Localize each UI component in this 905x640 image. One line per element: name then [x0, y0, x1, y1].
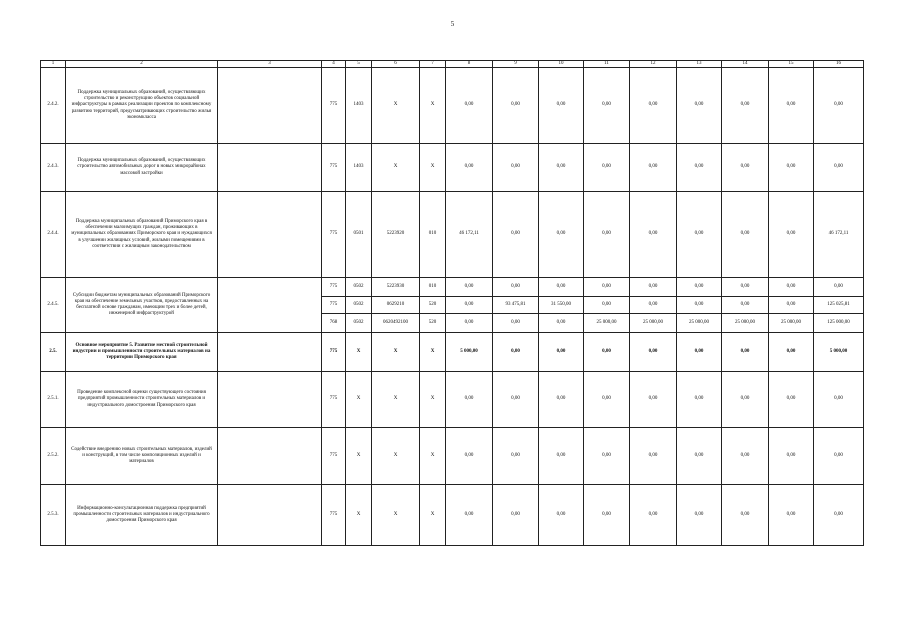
value-cell: 0,00 — [677, 192, 722, 278]
value-cell: 0,00 — [814, 485, 864, 546]
header-row — [41, 61, 864, 68]
value-cell: 0,00 — [446, 428, 493, 485]
value-cell: X — [346, 485, 372, 546]
value-cell: 0,00 — [539, 372, 584, 428]
row-empty-cell — [218, 144, 322, 192]
value-cell: 0,00 — [539, 314, 584, 333]
value-cell: 0,00 — [539, 278, 584, 297]
value-cell: X — [372, 68, 420, 144]
table-row — [41, 144, 864, 192]
table-row — [41, 372, 864, 428]
value-cell: 010 — [420, 278, 446, 297]
value-cell: 125 000,00 — [814, 314, 864, 333]
row-description-cell: Информационно-консультационная поддержка предприятий промышленности строительных материалов и индустриального домостроения Приморского края — [66, 485, 218, 546]
table-row — [41, 68, 864, 144]
value-cell: 5 000,00 — [446, 333, 493, 372]
header-cell: 11 — [584, 61, 630, 68]
value-cell: 0,00 — [493, 278, 539, 297]
value-cell: 0,00 — [493, 428, 539, 485]
value-cell: X — [372, 428, 420, 485]
header-cell: 6 — [372, 61, 420, 68]
value-cell: X — [372, 144, 420, 192]
row-description-cell: Проведение комплексной оценки существующего состояния предприятий промышленности строительных материалов и индустриального домостроения Приморского края — [66, 372, 218, 428]
value-cell: 0,00 — [539, 428, 584, 485]
row-number-cell: 2.5.1. — [41, 372, 66, 428]
value-cell: 0629210 — [372, 297, 420, 314]
value-cell: 0,00 — [630, 333, 677, 372]
value-cell: 0,00 — [769, 428, 814, 485]
row-description-cell: Поддержка муниципальных образований Приморского края в обеспечении малоимущих граждан, проживающих в муниципальных образованиях Приморского края и нуждающихся в улучшении жилищных условий, жилыми помещениями в соответствии с жилищным законодательством — [66, 192, 218, 278]
header-cell: 1 — [41, 61, 66, 68]
value-cell: 0,00 — [584, 278, 630, 297]
value-cell: 0,00 — [677, 372, 722, 428]
value-cell: 25 000,00 — [722, 314, 769, 333]
value-cell: 25 000,00 — [769, 314, 814, 333]
value-cell: 775 — [322, 297, 346, 314]
value-cell: 0,00 — [584, 372, 630, 428]
table-row — [41, 428, 864, 485]
value-cell: 775 — [322, 485, 346, 546]
header-cell: 8 — [446, 61, 493, 68]
value-cell: 768 — [322, 314, 346, 333]
value-cell: 0,00 — [722, 485, 769, 546]
value-cell: 25 000,00 — [630, 314, 677, 333]
value-cell: 0502 — [346, 278, 372, 297]
value-cell: 0,00 — [722, 428, 769, 485]
value-cell: X — [420, 68, 446, 144]
value-cell: 0,00 — [446, 144, 493, 192]
value-cell: X — [420, 333, 446, 372]
value-cell: 0,00 — [493, 485, 539, 546]
value-cell: 0,00 — [630, 192, 677, 278]
value-cell: 520 — [420, 297, 446, 314]
value-cell: 0,00 — [814, 144, 864, 192]
value-cell: 0,00 — [722, 372, 769, 428]
budget-table — [40, 60, 864, 546]
value-cell: 0,00 — [493, 68, 539, 144]
row-empty-cell — [218, 278, 322, 333]
value-cell: 775 — [322, 278, 346, 297]
header-cell: 9 — [493, 61, 539, 68]
value-cell: 0,00 — [630, 68, 677, 144]
value-cell: 0,00 — [722, 333, 769, 372]
value-cell: 0,00 — [446, 297, 493, 314]
value-cell: 0,00 — [584, 428, 630, 485]
value-cell: 775 — [322, 68, 346, 144]
value-cell: X — [372, 372, 420, 428]
row-number-cell: 2.5.2. — [41, 428, 66, 485]
value-cell: 0,00 — [677, 485, 722, 546]
header-cell: 15 — [769, 61, 814, 68]
row-number-cell: 2.4.4. — [41, 192, 66, 278]
value-cell: 775 — [322, 333, 346, 372]
value-cell: 0,00 — [493, 144, 539, 192]
row-description-cell: Субсидии бюджетам муниципальных образований Приморского края на обеспечение земельных участков, предоставленных на бесплатной основе гражданам, имеющим трех и более детей, инженерной инфраструктурой — [66, 278, 218, 333]
value-cell: 0,00 — [814, 428, 864, 485]
row-number-cell: 2.4.5. — [41, 278, 66, 333]
value-cell: 0,00 — [493, 372, 539, 428]
value-cell: 0,00 — [630, 297, 677, 314]
row-number-cell: 2.5.3. — [41, 485, 66, 546]
header-cell: 12 — [630, 61, 677, 68]
header-cell: 3 — [218, 61, 322, 68]
header-cell: 10 — [539, 61, 584, 68]
value-cell: 0,00 — [769, 333, 814, 372]
value-cell: 5 000,00 — [814, 333, 864, 372]
value-cell: 0,00 — [584, 68, 630, 144]
value-cell: 0,00 — [722, 278, 769, 297]
value-cell: X — [420, 372, 446, 428]
value-cell: 0,00 — [539, 144, 584, 192]
value-cell: 0,00 — [769, 372, 814, 428]
value-cell: 0,00 — [677, 428, 722, 485]
value-cell: 0,00 — [630, 278, 677, 297]
table-row — [41, 485, 864, 546]
value-cell: 0,00 — [584, 192, 630, 278]
header-cell: 2 — [66, 61, 218, 68]
value-cell: 0,00 — [630, 372, 677, 428]
value-cell: 0502 — [346, 297, 372, 314]
row-number-cell: 2.4.3. — [41, 144, 66, 192]
row-empty-cell — [218, 428, 322, 485]
value-cell: 0,00 — [630, 428, 677, 485]
header-cell: 7 — [420, 61, 446, 68]
row-description-cell: Поддержка муниципальных образований, осуществляющих строительство и реконструкцию объектов социальной инфраструктуры в рамках реализации проектов по комплексному развитию территорий, предусматривающих строительство жилья экономкласса — [66, 68, 218, 144]
value-cell: 0,00 — [539, 192, 584, 278]
value-cell: 0,00 — [539, 333, 584, 372]
value-cell: 0,00 — [677, 297, 722, 314]
value-cell: 0501 — [346, 192, 372, 278]
value-cell: 0,00 — [814, 68, 864, 144]
value-cell: 0,00 — [584, 144, 630, 192]
value-cell: 5223920 — [372, 192, 420, 278]
value-cell: 0,00 — [493, 333, 539, 372]
value-cell: X — [420, 428, 446, 485]
value-cell: 0,00 — [539, 485, 584, 546]
value-cell: 0,00 — [677, 144, 722, 192]
value-cell: 0,00 — [722, 68, 769, 144]
value-cell: 46 172,11 — [446, 192, 493, 278]
header-cell: 4 — [322, 61, 346, 68]
value-cell: 0,00 — [677, 68, 722, 144]
value-cell: 010 — [420, 192, 446, 278]
value-cell: 125 025,81 — [814, 297, 864, 314]
value-cell: X — [346, 428, 372, 485]
row-empty-cell — [218, 333, 322, 372]
value-cell: 0,00 — [584, 333, 630, 372]
value-cell: 0,00 — [769, 192, 814, 278]
table-row — [41, 278, 864, 297]
value-cell: 0,00 — [677, 278, 722, 297]
value-cell: 775 — [322, 192, 346, 278]
value-cell: 775 — [322, 144, 346, 192]
value-cell: 0,00 — [539, 68, 584, 144]
row-description-cell: Поддержка муниципальных образований, осуществляющих строительство автомобильных дорог в новых микрорайонах массовой застройки — [66, 144, 218, 192]
value-cell: 5223930 — [372, 278, 420, 297]
value-cell: 1403 — [346, 68, 372, 144]
value-cell: 0,00 — [446, 278, 493, 297]
header-cell: 14 — [722, 61, 769, 68]
value-cell: 0,00 — [584, 485, 630, 546]
value-cell: 0,00 — [722, 297, 769, 314]
value-cell: 0,00 — [630, 485, 677, 546]
value-cell: 46 172,11 — [814, 192, 864, 278]
row-empty-cell — [218, 485, 322, 546]
value-cell: 31 550,00 — [539, 297, 584, 314]
value-cell: 775 — [322, 428, 346, 485]
header-cell: 16 — [814, 61, 864, 68]
value-cell: 0,00 — [769, 278, 814, 297]
value-cell: 0,00 — [446, 372, 493, 428]
value-cell: X — [372, 485, 420, 546]
value-cell: 0,00 — [769, 68, 814, 144]
value-cell: 0,00 — [446, 314, 493, 333]
value-cell: 0,00 — [584, 297, 630, 314]
table-row — [41, 192, 864, 278]
value-cell: X — [420, 485, 446, 546]
value-cell: 0,00 — [722, 144, 769, 192]
value-cell: X — [346, 333, 372, 372]
value-cell: 0,00 — [814, 372, 864, 428]
value-cell: 0,00 — [769, 297, 814, 314]
value-cell: X — [346, 372, 372, 428]
value-cell: 0,00 — [493, 314, 539, 333]
value-cell: 0,00 — [722, 192, 769, 278]
row-description-cell: Содействие внедрению новых строительных материалов, изделий и конструкций, в том числе композиционных изделий и материалов — [66, 428, 218, 485]
row-empty-cell — [218, 68, 322, 144]
value-cell: 0,00 — [769, 485, 814, 546]
header-cell: 13 — [677, 61, 722, 68]
header-cell: 5 — [346, 61, 372, 68]
value-cell: 93 475,81 — [493, 297, 539, 314]
value-cell: 0,00 — [769, 144, 814, 192]
value-cell: 0,00 — [677, 333, 722, 372]
value-cell: 0620492100 — [372, 314, 420, 333]
page-number: 5 — [450, 20, 455, 28]
row-number-cell: 2.4.2. — [41, 68, 66, 144]
value-cell: 0502 — [346, 314, 372, 333]
value-cell: 25 000,00 — [584, 314, 630, 333]
table-row — [41, 333, 864, 372]
value-cell: 0,00 — [814, 278, 864, 297]
value-cell: X — [372, 333, 420, 372]
value-cell: 0,00 — [446, 485, 493, 546]
row-number-cell: 2.5. — [41, 333, 66, 372]
value-cell: 0,00 — [493, 192, 539, 278]
value-cell: X — [420, 144, 446, 192]
value-cell: 1403 — [346, 144, 372, 192]
value-cell: 25 000,00 — [677, 314, 722, 333]
row-empty-cell — [218, 372, 322, 428]
value-cell: 520 — [420, 314, 446, 333]
value-cell: 0,00 — [446, 68, 493, 144]
value-cell: 775 — [322, 372, 346, 428]
row-empty-cell — [218, 192, 322, 278]
row-description-cell: Основное мероприятие 5. Развитие местной строительной индустрии и промышленности строительных материалов на территории Приморского края — [66, 333, 218, 372]
value-cell: 0,00 — [630, 144, 677, 192]
